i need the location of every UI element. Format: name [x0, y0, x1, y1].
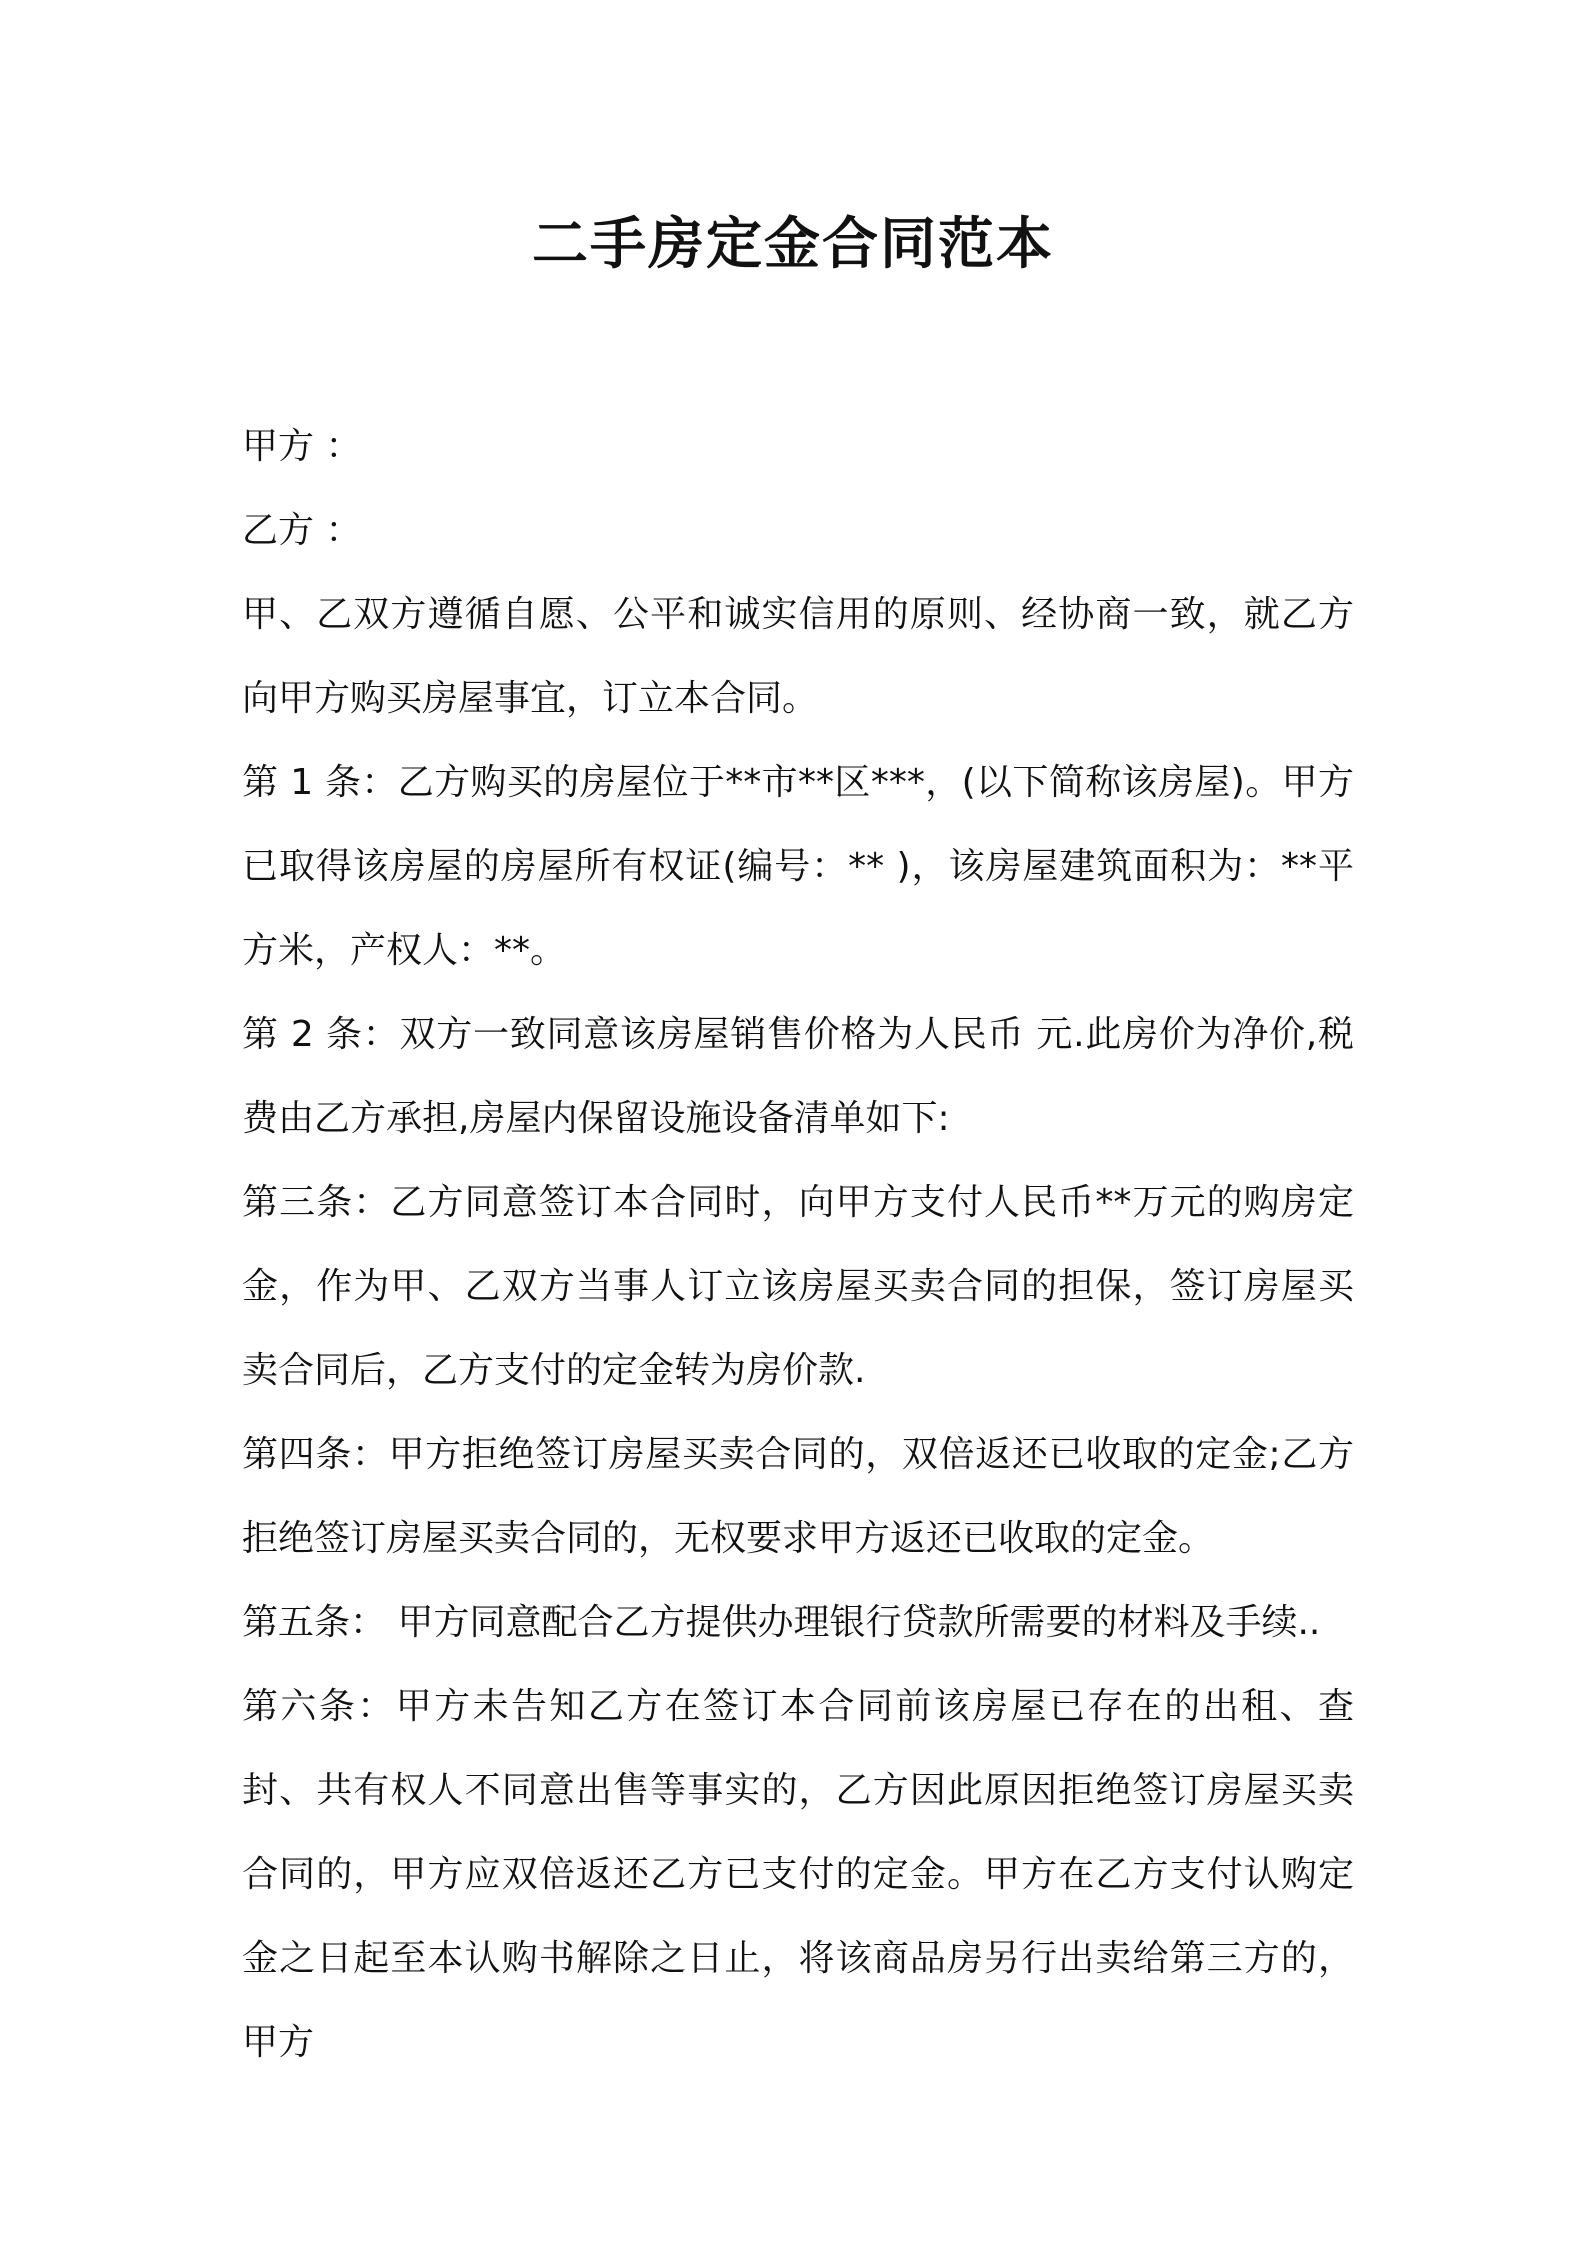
document-title: 二手房定金合同范本	[532, 212, 1054, 277]
article-6: 第六条：甲方未告知乙方在签订本合同前该房屋已存在的出租、查封、共有权人不同意出售等事实的，乙方因此原因拒绝签订房屋买卖合同的，甲方应双倍返还乙方已支付的定金。甲方在乙方支付认购定金之日起至本认购书解除之日止，将该商品房另行出卖给第三方的，甲方	[242, 1686, 1354, 2063]
preamble-paragraph: 甲、乙双方遵循自愿、公平和诚实信用的原则、经协商一致，就乙方向甲方购买房屋事宜，订立本合同。	[242, 594, 1354, 719]
article-4: 第四条：甲方拒绝签订房屋买卖合同的，双倍返还已收取的定金;乙方拒绝签订房屋买卖合同的，无权要求甲方返还已收取的定金。	[242, 1434, 1354, 1559]
article-5: 第五条： 甲方同意配合乙方提供办理银行贷款所需要的材料及手续..	[242, 1602, 1321, 1643]
document-body	[242, 405, 1354, 2085]
article-1: 第 1 条：乙方购买的房屋位于**市**区***，(以下简称该房屋)。甲方已取得该房屋的房屋所有权证(编号：** )，该房屋建筑面积为：**平方米，产权人：**。	[242, 762, 1354, 971]
article-3: 第三条：乙方同意签订本合同时，向甲方支付人民币**万元的购房定金，作为甲、乙双方当事人订立该房屋买卖合同的担保，签订房屋买卖合同后，乙方支付的定金转为房价款.	[242, 1182, 1354, 1391]
article-2: 第 2 条：双方一致同意该房屋销售价格为人民币 元.此房价为净价,税费由乙方承担,房屋内保留设施设备清单如下:	[242, 1014, 1354, 1139]
party-b-line: 乙方 ：	[242, 510, 362, 551]
party-a-line: 甲方 ：	[242, 426, 362, 467]
